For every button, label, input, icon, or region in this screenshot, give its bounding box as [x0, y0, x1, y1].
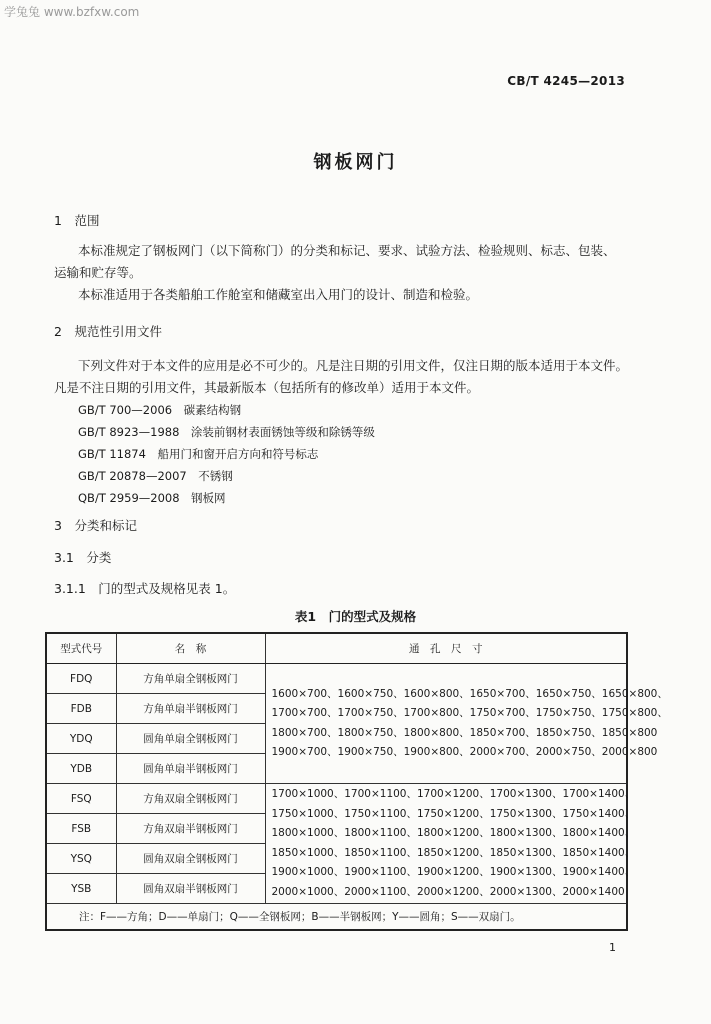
door-name-cell: 方角双扇半钢板网门	[116, 814, 265, 844]
normative-reference: GB/T 11874 船用门和窗开启方向和符号标志	[78, 447, 319, 461]
section-2-para-line: 凡是不注日期的引用文件，其最新版本（包括所有的修改单）适用于本文件。	[54, 380, 480, 395]
header-type-code: 型式代号	[46, 633, 116, 664]
door-name-cell: 方角双扇全钢板网门	[116, 784, 265, 814]
door-spec-table	[45, 632, 668, 931]
double-door-dimensions-cell	[265, 784, 636, 904]
type-code-cell: YSQ	[46, 844, 116, 874]
dimension-line: 2000×1000、2000×1100、2000×1200、2000×1300、2000×1400	[271, 885, 625, 898]
section-2-heading: 2 规范性引用文件	[54, 324, 162, 339]
normative-reference: QB/T 2959—2008 钢板网	[78, 491, 226, 505]
dimension-line: 1850×1000、1850×1100、1850×1200、1850×1300、1850×1400、	[271, 846, 636, 859]
document-title: 钢板网门	[313, 152, 398, 173]
door-name-cell: 圆角双扇半钢板网门	[116, 874, 265, 904]
normative-reference: GB/T 20878—2007 不锈钢	[78, 469, 233, 483]
table-note-row	[46, 904, 627, 931]
section-1-heading: 1 范围	[54, 213, 100, 228]
dimension-line: 1600×700、1600×750、1600×800、1650×700、1650×750、1650×800、	[271, 687, 668, 700]
section-1-para-line: 本标准规定了钢板网门（以下简称门）的分类和标记、要求、试验方法、检验规则、标志、包装、	[78, 243, 616, 258]
table-row	[46, 664, 627, 694]
dimension-line: 1750×1000、1750×1100、1750×1200、1750×1300、1750×1400、	[271, 807, 636, 820]
type-code-cell: YDB	[46, 754, 116, 784]
page-number: 1	[609, 941, 616, 954]
section-3-heading: 3 分类和标记	[54, 518, 137, 533]
table-note: 注：F——方角；D——单扇门；Q——全钢板网；B——半钢板网；Y——圆角；S——双扇门。	[46, 904, 627, 931]
door-name-cell: 圆角单扇半钢板网门	[116, 754, 265, 784]
table-row	[46, 784, 627, 814]
type-code-cell: FDQ	[46, 664, 116, 694]
dimension-line: 1800×700、1800×750、1800×800、1850×700、1850×750、1850×800	[271, 726, 658, 739]
section-2-para-line: 下列文件对于本文件的应用是必不可少的。凡是注日期的引用文件，仅注日期的版本适用于本文件。	[78, 358, 629, 373]
table-caption: 表1 门的型式及规格	[294, 609, 417, 624]
normative-reference: GB/T 700—2006 碳素结构钢	[78, 403, 242, 417]
header-name: 名 称	[116, 633, 265, 664]
dimension-line: 1700×700、1700×750、1700×800、1750×700、1750×750、1750×800、	[271, 707, 668, 719]
section-1-para-line: 本标准适用于各类船舶工作舱室和储藏室出入用门的设计、制造和检验。	[78, 287, 479, 302]
type-code-cell: FDB	[46, 694, 116, 724]
door-name-cell: 圆角双扇全钢板网门	[116, 844, 265, 874]
single-door-dimensions-cell	[265, 664, 668, 784]
normative-reference: GB/T 8923—1988 涂装前钢材表面锈蚀等级和除锈等级	[78, 425, 375, 439]
section-1-para-line: 运输和贮存等。	[54, 265, 142, 280]
table-header-row	[46, 633, 627, 664]
dimension-line: 1700×1000、1700×1100、1700×1200、1700×1300、1700×1400、	[271, 788, 636, 800]
subsection-3-1-1-text: 3.1.1 门的型式及规格见表 1。	[54, 581, 236, 596]
door-name-cell: 圆角单扇全钢板网门	[116, 724, 265, 754]
door-name-cell: 方角单扇全钢板网门	[116, 664, 265, 694]
dimension-line: 1900×700、1900×750、1900×800、2000×700、2000×750、2000×800	[271, 746, 658, 758]
type-code-cell: FSB	[46, 814, 116, 844]
type-code-cell: YSB	[46, 874, 116, 904]
subsection-3-1-heading: 3.1 分类	[54, 550, 112, 565]
header-opening-size: 通 孔 尺 寸	[265, 633, 627, 664]
type-code-cell: FSQ	[46, 784, 116, 814]
dimension-line: 1900×1000、1900×1100、1900×1200、1900×1300、1900×1400、	[271, 866, 636, 878]
dimension-line: 1800×1000、1800×1100、1800×1200、1800×1300、1800×1400、	[271, 827, 636, 839]
type-code-cell: YDQ	[46, 724, 116, 754]
door-name-cell: 方角单扇半钢板网门	[116, 694, 265, 724]
standard-code: CB/T 4245—2013	[507, 74, 625, 88]
watermark-text: 学兔兔 www.bzfxw.com	[4, 5, 140, 19]
